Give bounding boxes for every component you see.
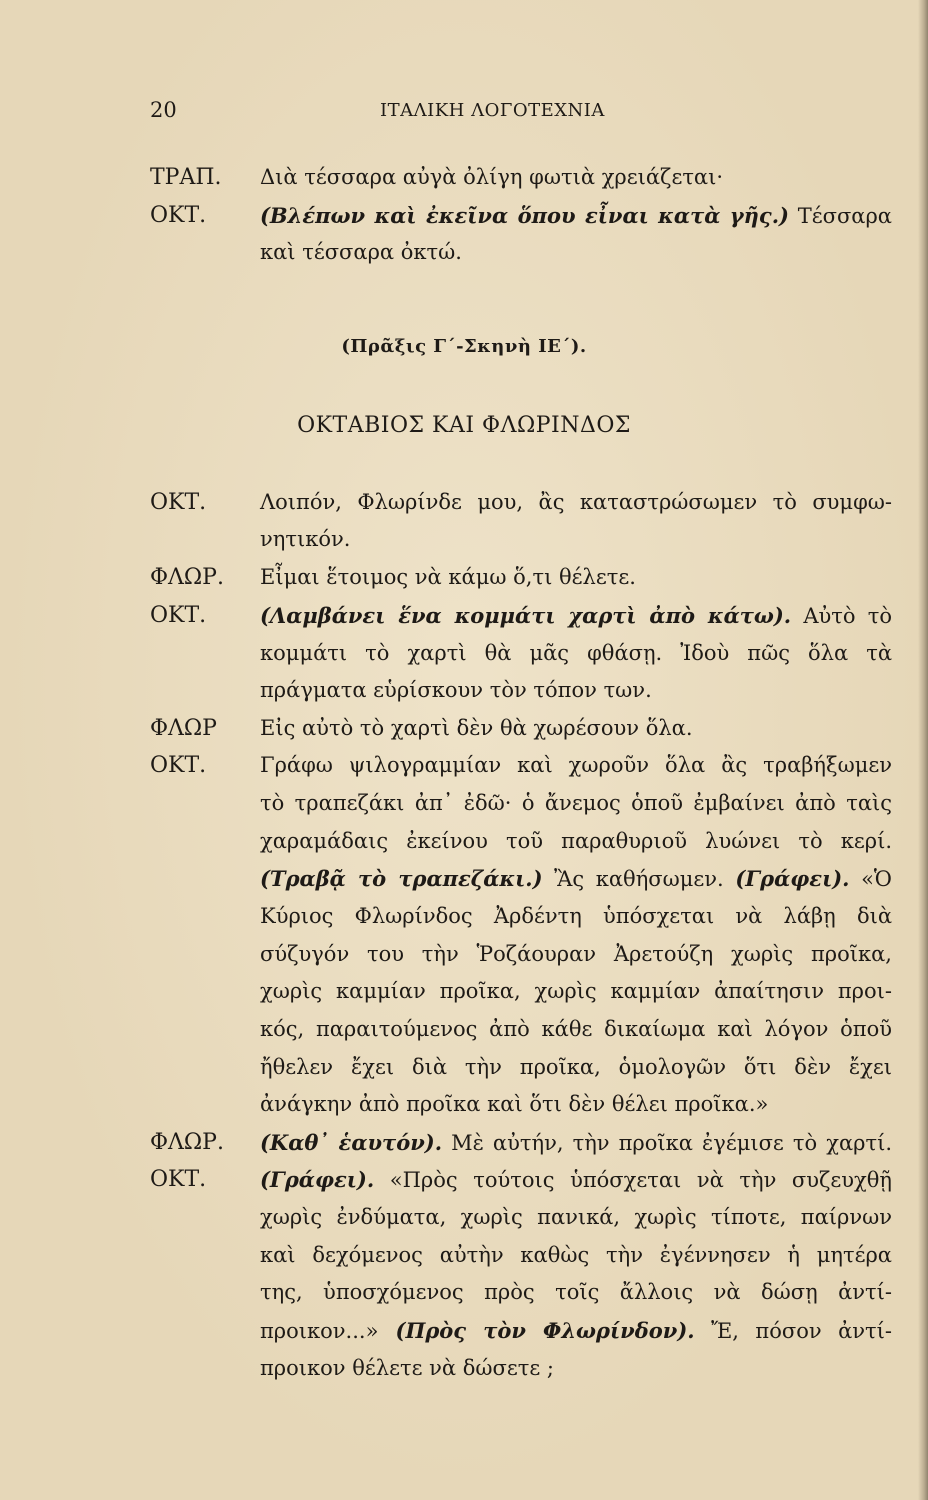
text-span: Ἂς καθήσωμεν. <box>542 867 736 891</box>
text-line: καὶ δεχόμενος αὐτὴν καθὼς τὴν ἐγέννησεν ἡ μητέρα <box>260 1243 892 1267</box>
text-line <box>260 603 892 628</box>
text-line: κομμάτι τὸ χαρτὶ θὰ μᾶς φθάσῃ. Ἰδοὺ πῶς ὅλα τὰ <box>260 641 892 665</box>
text-line: Εἰς αὐτὸ τὸ χαρτὶ δὲν θὰ χωρέσουν ὅλα. <box>260 716 693 740</box>
text-line: χωρὶς ἐνδύματα, χωρὶς πανικά, χωρὶς τίποτε, παίρνων <box>260 1205 892 1229</box>
text-line: καὶ τέσσαρα ὀκτώ. <box>260 240 462 264</box>
stage-direction: (Καθ᾽ ἑαυτόν). <box>260 1130 443 1155</box>
speaker-label: ΦΛΩΡ. <box>150 565 224 590</box>
text-line: Κύριος Φλωρίνδος Ἀρδέντη ὑπόσχεται νὰ λάβῃ διὰ <box>260 904 892 928</box>
text-span: Αὐτὸ τὸ <box>791 604 892 628</box>
text-line <box>260 1167 892 1192</box>
stage-direction: (Λαμβάνει ἕνα κομμάτι χαρτὶ ἀπὸ κάτω). <box>260 603 792 628</box>
text-line: κός, παραιτούμενος ἀπὸ κάθε δικαίωμα καὶ λόγον ὁποῦ <box>260 1017 892 1041</box>
act-scene-heading: (Πρᾶξις Γ΄-Σκηνὴ ΙΕ΄). <box>341 336 587 357</box>
running-title: ΙΤΑΛΙΚΗ ΛΟΓΟΤΕΧΝΙΑ <box>380 100 605 121</box>
text-span: «Ὁ <box>849 867 892 891</box>
speaker-label: ΟΚΤ. <box>150 753 207 778</box>
text-line: της, ὑποσχόμενος πρὸς τοῖς ἄλλοις νὰ δώσῃ ἀντί- <box>260 1280 892 1304</box>
speaker-label: ΟΚΤ. <box>150 603 207 628</box>
speaker-label: ΟΚΤ. <box>150 1167 207 1192</box>
text-line <box>260 1318 892 1343</box>
stage-direction: (Γράφει). <box>260 1167 375 1192</box>
text-line: τὸ τραπεζάκι ἀπ᾽ ἐδῶ· ὁ ἄνεμος ὁποῦ ἐμβαίνει ἀπὸ ταὶς <box>260 791 892 815</box>
text-line: χαραμάδαις ἐκείνου τοῦ παραθυριοῦ λυώνει τὸ κερί. <box>260 829 892 853</box>
speaker-label: ΦΛΩΡ. <box>150 1130 224 1155</box>
text-span: προικον...» <box>260 1319 379 1343</box>
text-line <box>260 203 892 228</box>
text-line: πράγματα εὑρίσκουν τὸν τόπον των. <box>260 678 652 702</box>
text-line: Γράφω ψιλογραμμίαν καὶ χωροῦν ὅλα ἂς τραβήξωμεν <box>260 753 892 777</box>
text-line: ἤθελεν ἔχει διὰ τὴν προῖκα, ὁμολογῶν ὅτι δὲν ἔχει <box>260 1055 892 1079</box>
text-line: σύζυγόν του τὴν Ῥοζάουραν Ἀρετούζη χωρὶς προῖκα, <box>260 942 892 966</box>
text-line: Εἶμαι ἕτοιμος νὰ κάμω ὅ,τι θέλετε. <box>260 565 636 589</box>
speaker-label: ΟΚΤ. <box>150 490 207 515</box>
speaker-label: ΤΡΑΠ. <box>150 165 222 190</box>
page-header <box>150 98 890 128</box>
stage-direction: (Γράφει). <box>735 866 850 891</box>
stage-direction: (Βλέπων καὶ ἐκεῖνα ὅπου εἶναι κατὰ γῆς.) <box>260 203 789 228</box>
page-edge-shadow <box>918 0 928 1500</box>
scene-characters-heading: ΟΚΤΑΒΙΟΣ ΚΑΙ ΦΛΩΡΙΝΔΟΣ <box>297 413 631 438</box>
speaker-label: ΦΛΩΡ <box>150 716 217 741</box>
text-line: προικον θέλετε νὰ δώσετε ; <box>260 1356 554 1380</box>
text-line: νητικόν. <box>260 527 351 551</box>
text-span: Ἔ, πόσον ἀντί- <box>694 1319 892 1343</box>
stage-direction: (Πρὸς τὸν Φλωρίνδον). <box>378 1318 695 1343</box>
text-span: Μὲ αὐτήν, τὴν προῖκα ἐγέμισε τὸ χαρτί. <box>442 1131 892 1155</box>
stage-direction: (Τραβᾷ τὸ τραπεζάκι.) <box>260 866 543 891</box>
text-line: Λοιπόν, Φλωρίνδε μου, ἂς καταστρώσωμεν τὸ συμφω- <box>260 490 892 514</box>
speaker-label: ΟΚΤ. <box>150 203 207 228</box>
text-line <box>260 866 892 891</box>
text-line: Διὰ τέσσαρα αὐγὰ ὀλίγη φωτιὰ χρειάζεται· <box>260 165 724 189</box>
page-number: 20 <box>150 98 177 122</box>
text-span: «Πρὸς τούτοις ὑπόσχεται νὰ τὴν συζευχθῇ <box>374 1168 892 1192</box>
text-line <box>260 1130 892 1155</box>
text-span: Τέσσαρα <box>788 204 892 228</box>
text-line: ἀνάγκην ἀπὸ προῖκα καὶ ὅτι δὲν θέλει προῖκα.» <box>260 1092 769 1116</box>
text-line: χωρὶς καμμίαν προῖκα, χωρὶς καμμίαν ἀπαίτησιν προι- <box>260 979 892 1003</box>
